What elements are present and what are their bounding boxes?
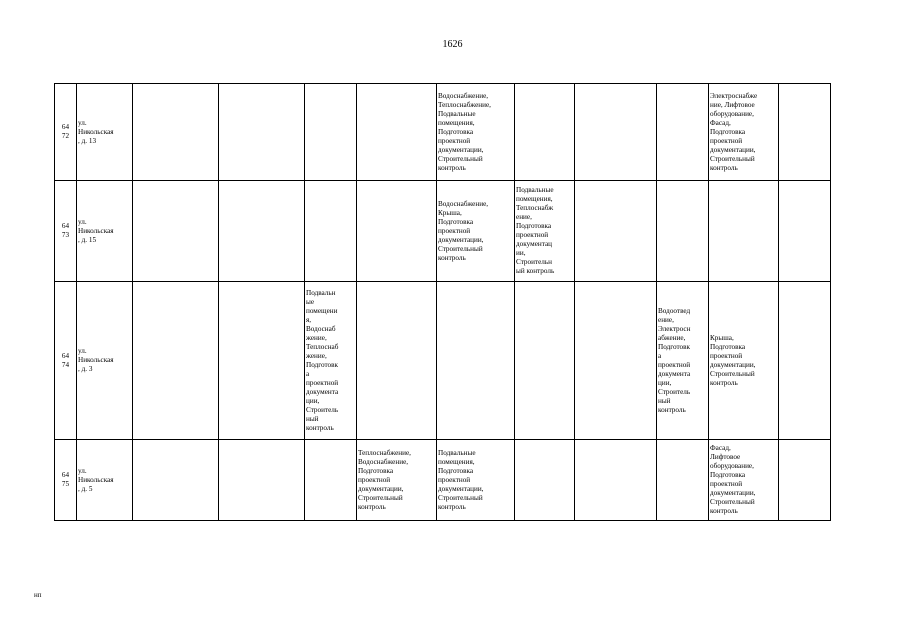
works-cell: Водоснабжение, Теплоснабжение, Подвальные помещения, Подготовка проектной документации, Строительный контроль [438,91,491,172]
works-cell: Водоотвед ение, Электросн абжение, Подготовк а проектной документа ции, Строитель ный контроль [658,306,691,414]
row-number: 64 74 [61,351,70,369]
works-cell: Крыша, Подготовка проектной документации, Строительный контроль [710,333,756,387]
footer-mark: нп [34,591,42,599]
works-cell: Фасад, Лифтовое оборудование, Подготовка проектной документации, Строительный контроль [710,444,756,515]
works-cell: Электроснабже ние, Лифтовое оборудование, Фасад, Подготовка проектной документации, Строительный контроль [710,91,758,172]
address-cell: ул. Никольская , д. 15 [78,217,114,244]
row-number: 64 72 [61,123,70,140]
works-cell: Водоснабжение, Крыша, Подготовка проектной документации, Строительный контроль [438,199,489,262]
address-cell: ул. Никольская , д. 5 [78,466,114,493]
row-number: 64 75 [61,471,70,488]
address-cell: ул. Никольская , д. 3 [78,347,114,373]
works-cell: Подвальные помещения, Теплоснабж ение, Подготовка проектной документац ии, Строительн ый контроль [516,186,555,275]
works-table [54,83,831,521]
works-cell: Подвальн ые помещени я, Водоснаб жение, Теплоснаб жение, Подготовк а проектной документа ции, Строитель ный контроль [306,288,339,432]
table-row [55,282,831,440]
table-row [55,84,831,181]
page-number: 1626 [442,39,463,50]
table-row [55,440,831,521]
works-cell: Подвальные помещения, Подготовка проектной документации, Строительный контроль [438,448,484,511]
works-cell: Теплоснабжение, Водоснабжение, Подготовка проектной документации, Строительный контроль [358,448,411,511]
address-cell: ул. Никольская , д. 13 [78,118,114,145]
table-row [55,181,831,282]
row-number: 64 73 [61,222,70,239]
